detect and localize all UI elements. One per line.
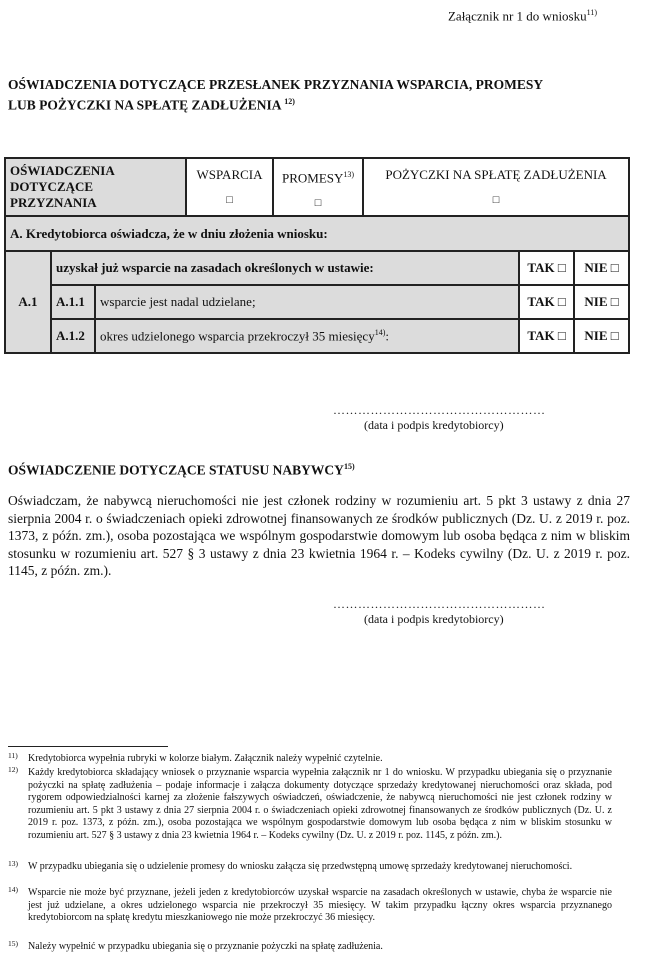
footnote-12 xyxy=(8,767,612,842)
option-wsparcia-label: WSPARCIA xyxy=(196,167,263,182)
a1-label: A.1 xyxy=(5,251,51,353)
a11-label: A.1.1 xyxy=(51,285,95,319)
row-a12 xyxy=(5,319,629,353)
a11-yes-checkbox[interactable]: TAK □ xyxy=(519,285,574,319)
section-a-row xyxy=(5,216,629,251)
footnote-15-num: 15) xyxy=(8,939,18,948)
a1-text: uzyskał już wsparcie na zasadach określonych w ustawie: xyxy=(51,251,519,285)
annex-header xyxy=(448,8,597,24)
footnote-11 xyxy=(8,753,612,766)
row-a11 xyxy=(5,285,629,319)
title-line-1: OŚWIADCZENIA DOTYCZĄCE PRZESŁANEK PRZYZNANIA WSPARCIA, PROMESY xyxy=(8,77,544,92)
footnote-divider xyxy=(8,746,168,747)
footnote-15 xyxy=(8,941,612,954)
a12-text: okres udzielonego wsparcia przekroczył 35 miesięcy xyxy=(100,328,375,344)
option-promesy[interactable] xyxy=(273,158,363,216)
signature-line-2: …………………………………………… xyxy=(333,597,546,611)
footnote-11-num: 11) xyxy=(8,751,18,760)
footnote-13-num: 13) xyxy=(8,859,18,868)
title-ref: 12) xyxy=(284,97,295,106)
a12-yes-checkbox[interactable]: TAK □ xyxy=(519,319,574,353)
a1-yes-checkbox[interactable]: TAK □ xyxy=(519,251,574,285)
a1-no-checkbox[interactable]: NIE □ xyxy=(574,251,629,285)
option-wsparcia[interactable] xyxy=(186,158,273,216)
option-promesy-ref: 13) xyxy=(343,170,355,179)
annex-text: Załącznik nr 1 do wniosku xyxy=(447,8,587,24)
footnote-12-text: Każdy kredytobiorca składający wniosek o przyznanie wsparcia wypełnia załącznik nr 1 do wniosku. W przypadku ubiegania się o przyznanie pożyczki na spłatę zadłużenia – podaje informacje i załącza dokumenty dotyczące sprzedaży kredytowanej nieruchomości oraz składa, pod rygorem odpowiedzialności karnej za złożenie fałszywych oświadczeń, oświadczenie, że nabywcą nieruchomości nie jest członek rodziny w rozumieniu art. 5 pkt 3 ustawy z dnia 27 sierpnia 2004 r. o świadczeniach opieki zdrowotnej finansowanych ze środków publicznych (Dz. U. z 2019 r. poz. 1373, z późn. zm.), osoba pozostająca we wspólnym gospodarstwie domowym lub osoba będąca z nim w bliskim stosunku w rozumieniu art. 527 § 3 ustawy z dnia 23 kwietnia 1964 r. – Kodeks cywilny (Dz. U. z 2019 r. poz. 1145, z późn. zm.). xyxy=(28,767,612,841)
declaration-table xyxy=(4,157,630,354)
option-pozyczki-checkbox[interactable]: □ xyxy=(492,194,500,206)
footnote-13 xyxy=(8,861,612,874)
a12-no-checkbox[interactable]: NIE □ xyxy=(574,319,629,353)
signature-caption-1: (data i podpis kredytobiorcy) xyxy=(364,418,504,432)
footnote-13-text: W przypadku ubiegania się o udzielenie promesy do wniosku załącza się przedwstępną umowę sprzedaży kredytowanej nieruchomości. xyxy=(28,861,573,872)
section2-ref: 15) xyxy=(343,462,355,471)
footnote-11-text: Kredytobiorca wypełnia rubryki w kolorze białym. Załącznik należy wypełnić czytelnie. xyxy=(28,753,383,764)
a12-ref: 14) xyxy=(374,327,386,337)
document-title xyxy=(8,76,608,114)
option-wsparcia-checkbox[interactable]: □ xyxy=(226,194,233,206)
signature-line-1: …………………………………………… xyxy=(333,403,546,417)
table-header-row xyxy=(5,158,629,216)
buyer-status-statement: Oświadczam, że nabywcą nieruchomości nie jest członek rodziny w rozumieniu art. 5 pkt 3 ustawy z dnia 27 sierpnia 2004 r. o świadczeniach opieki zdrowotnej finansowanych ze środków publicznych (Dz. U. z 2019 r. poz. 1373, z późn. zm.), osoba pozostająca we wspólnym gospodarstwie domowym lub osoba będąca z nim w bliskim stosunku w rozumieniu art. 527 § 3 ustawy z dnia 23 kwietnia 1964 r. – Kodeks cywilny (Dz. U. z 2019 r. poz. 1145, z późn. zm.). xyxy=(8,493,630,578)
a11-no-checkbox[interactable]: NIE □ xyxy=(574,285,629,319)
footnote-14-text: Wsparcie nie może być przyznane, jeżeli jeden z kredytobiorców uzyskał wsparcie na zasadach określonych w ustawie, chyba że wsparcie nie jest już udzielane, a okres udzielonego wsparcia nie przekroczył 35 miesięcy. W takim przypadku łączny okres wsparcia przyznanego kredytobiorcom na spłatę kredytu mieszkaniowego nie może przekroczyć 36 miesięcy. xyxy=(28,887,612,923)
section2-title-text: OŚWIADCZENIE DOTYCZĄCE STATUSU NABYWCY xyxy=(8,462,344,478)
row-a1 xyxy=(5,251,629,285)
footnote-14 xyxy=(8,887,612,925)
a12-tail: : xyxy=(385,328,389,344)
a12-cell xyxy=(95,319,519,353)
option-promesy-label: PROMESY xyxy=(281,170,344,186)
a12-label: A.1.2 xyxy=(51,319,95,353)
section2-title xyxy=(8,462,355,479)
footnote-15-text: Należy wypełnić w przypadku ubiegania się o przyznanie pożyczki na spłatę zadłużenia. xyxy=(28,941,383,952)
option-pozyczki-label: POŻYCZKI NA SPŁATĘ ZADŁUŻENIA xyxy=(385,167,607,182)
option-promesy-checkbox[interactable]: □ xyxy=(314,197,322,210)
footnote-14-num: 14) xyxy=(8,885,18,894)
a11-text: wsparcie jest nadal udzielane; xyxy=(95,285,519,319)
footnote-12-num: 12) xyxy=(8,765,18,774)
section-a-heading: A. Kredytobiorca oświadcza, że w dniu złożenia wniosku: xyxy=(5,216,629,251)
signature-caption-2: (data i podpis kredytobiorcy) xyxy=(364,612,504,626)
header-label: OŚWIADCZENIA DOTYCZĄCE PRZYZNANIA xyxy=(5,158,186,216)
title-line-2: LUB POŻYCZKI NA SPŁATĘ ZADŁUŻENIA xyxy=(8,97,281,113)
title-line-2-wrap xyxy=(8,93,608,114)
option-pozyczki[interactable] xyxy=(363,158,629,216)
annex-ref: 11) xyxy=(586,8,597,17)
